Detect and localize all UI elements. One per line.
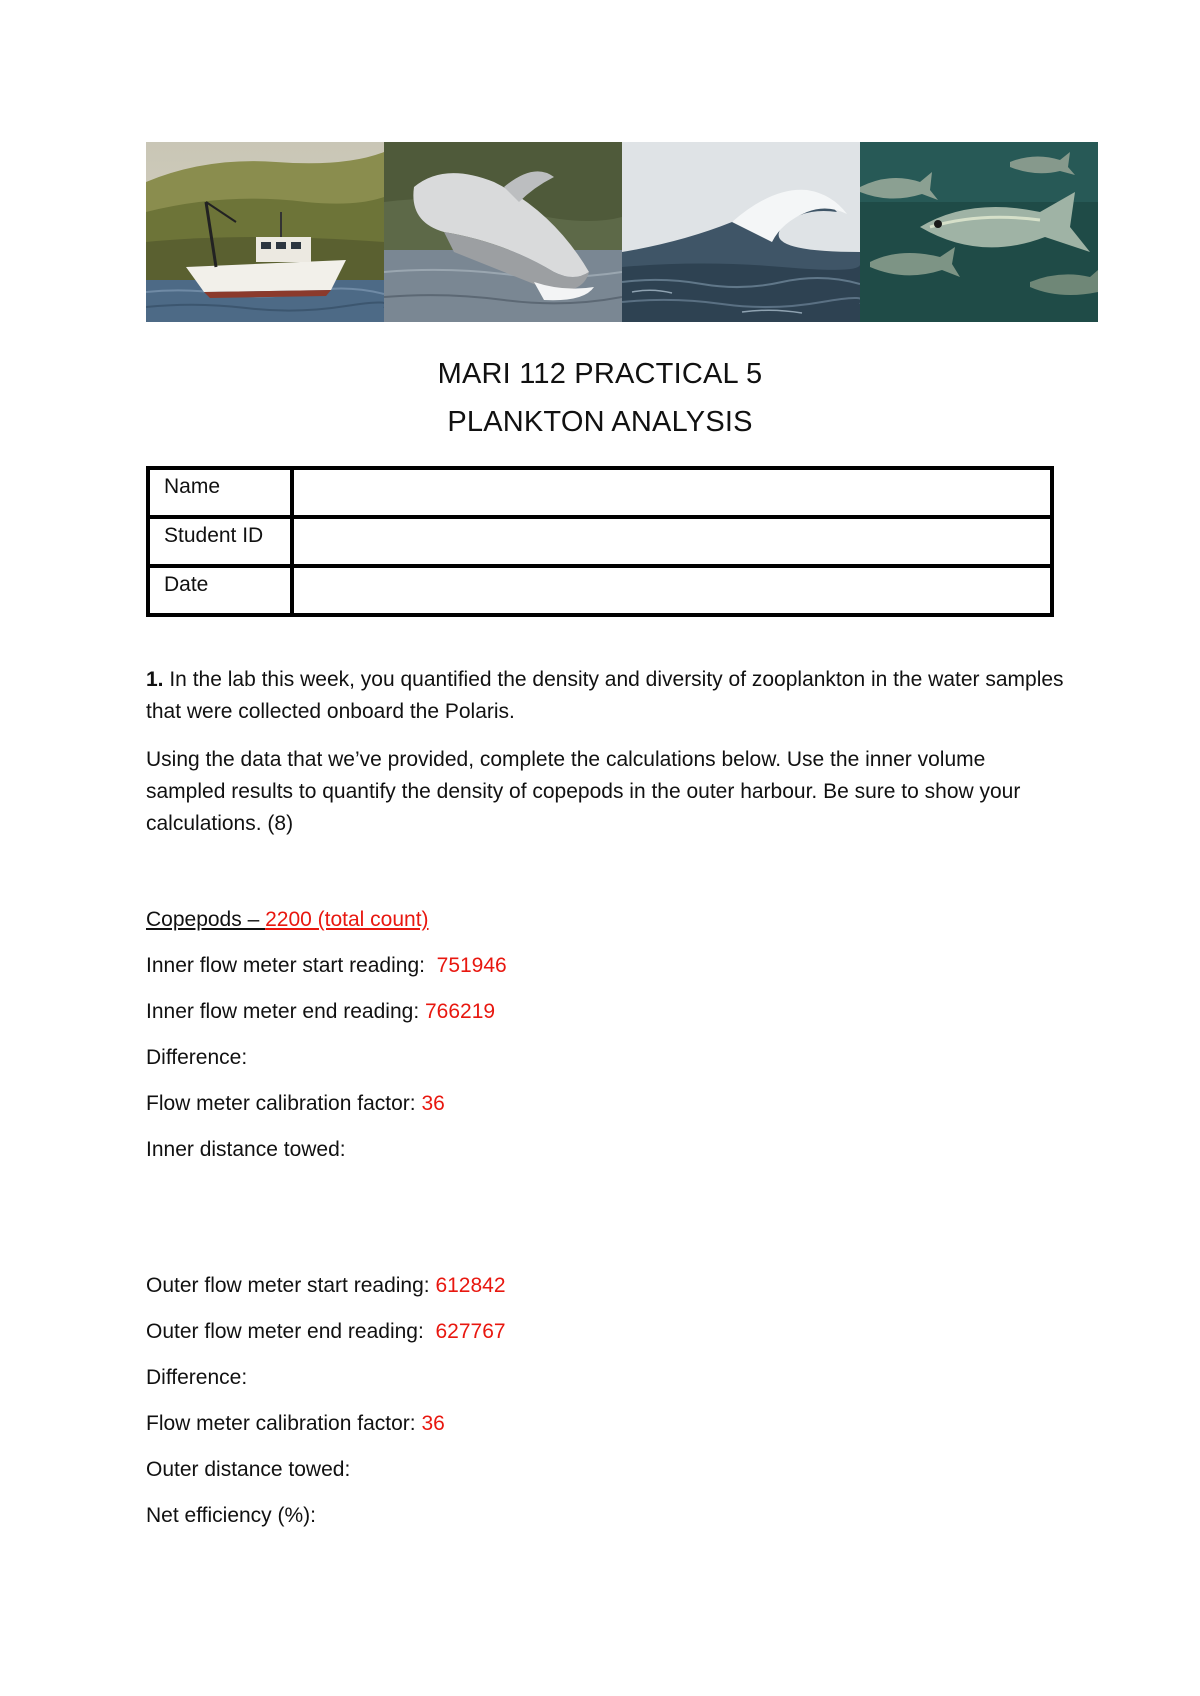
outer-start-value: 612842 xyxy=(435,1274,506,1297)
inner-end-label: Inner flow meter end reading: xyxy=(146,1000,425,1023)
ocean-wave-photo xyxy=(622,142,860,322)
name-label: Name xyxy=(148,468,292,517)
name-field[interactable] xyxy=(292,468,1052,517)
net-efficiency-label: Net efficiency (%): xyxy=(146,1504,316,1527)
question-1-intro xyxy=(146,664,1066,728)
date-field[interactable] xyxy=(292,566,1052,615)
inner-distance-label: Inner distance towed: xyxy=(146,1138,346,1161)
outer-distance-label: Outer distance towed: xyxy=(146,1458,351,1481)
outer-calibration-label: Flow meter calibration factor: xyxy=(146,1412,422,1435)
question-intro-text: In the lab this week, you quantified the density and diversity of zooplankton in the water samples that were collected onboard the Polaris. xyxy=(146,668,1064,723)
outer-start-label: Outer flow meter start reading: xyxy=(146,1274,436,1297)
boat-photo xyxy=(146,142,384,322)
question-number: 1. xyxy=(146,668,164,691)
date-label: Date xyxy=(148,566,292,615)
outer-calibration-value: 36 xyxy=(421,1412,445,1435)
student-id-field[interactable] xyxy=(292,517,1052,566)
table-row xyxy=(148,566,1052,615)
fish-school-photo xyxy=(860,142,1098,322)
student-info-table xyxy=(146,466,1054,617)
student-id-label: Student ID xyxy=(148,517,292,566)
inner-start-label: Inner flow meter start reading: xyxy=(146,954,437,977)
page-subtitle: PLANKTON ANALYSIS xyxy=(447,406,753,438)
header-banner xyxy=(146,142,1098,322)
inner-start-value: 751946 xyxy=(436,954,507,977)
inner-calibration-value: 36 xyxy=(421,1092,445,1115)
outer-end-line xyxy=(146,1320,506,1344)
inner-calibration-label: Flow meter calibration factor: xyxy=(146,1092,422,1115)
inner-end-value: 766219 xyxy=(425,1000,496,1023)
inner-calibration-line xyxy=(146,1092,445,1116)
inner-start-line xyxy=(146,954,507,978)
outer-end-label: Outer flow meter end reading: xyxy=(146,1320,436,1343)
inner-difference-label: Difference: xyxy=(146,1046,248,1069)
inner-end-line xyxy=(146,1000,495,1024)
whale-breach-photo xyxy=(384,142,622,322)
table-row xyxy=(148,517,1052,566)
table-row xyxy=(148,468,1052,517)
copepods-line xyxy=(146,908,429,932)
outer-start-line xyxy=(146,1274,506,1298)
outer-difference-label: Difference: xyxy=(146,1366,248,1389)
page-title: MARI 112 PRACTICAL 5 xyxy=(437,358,763,390)
copepods-label: Copepods – xyxy=(146,908,266,931)
question-1-instructions: Using the data that we’ve provided, complete the calculations below. Use the inner volume sampled results to quantify the density of copepods in the outer harbour. Be sure to show your calculations. (8) xyxy=(146,748,1021,835)
outer-calibration-line xyxy=(146,1412,445,1436)
copepods-value: 2200 (total count) xyxy=(265,908,429,931)
outer-end-value: 627767 xyxy=(435,1320,506,1343)
